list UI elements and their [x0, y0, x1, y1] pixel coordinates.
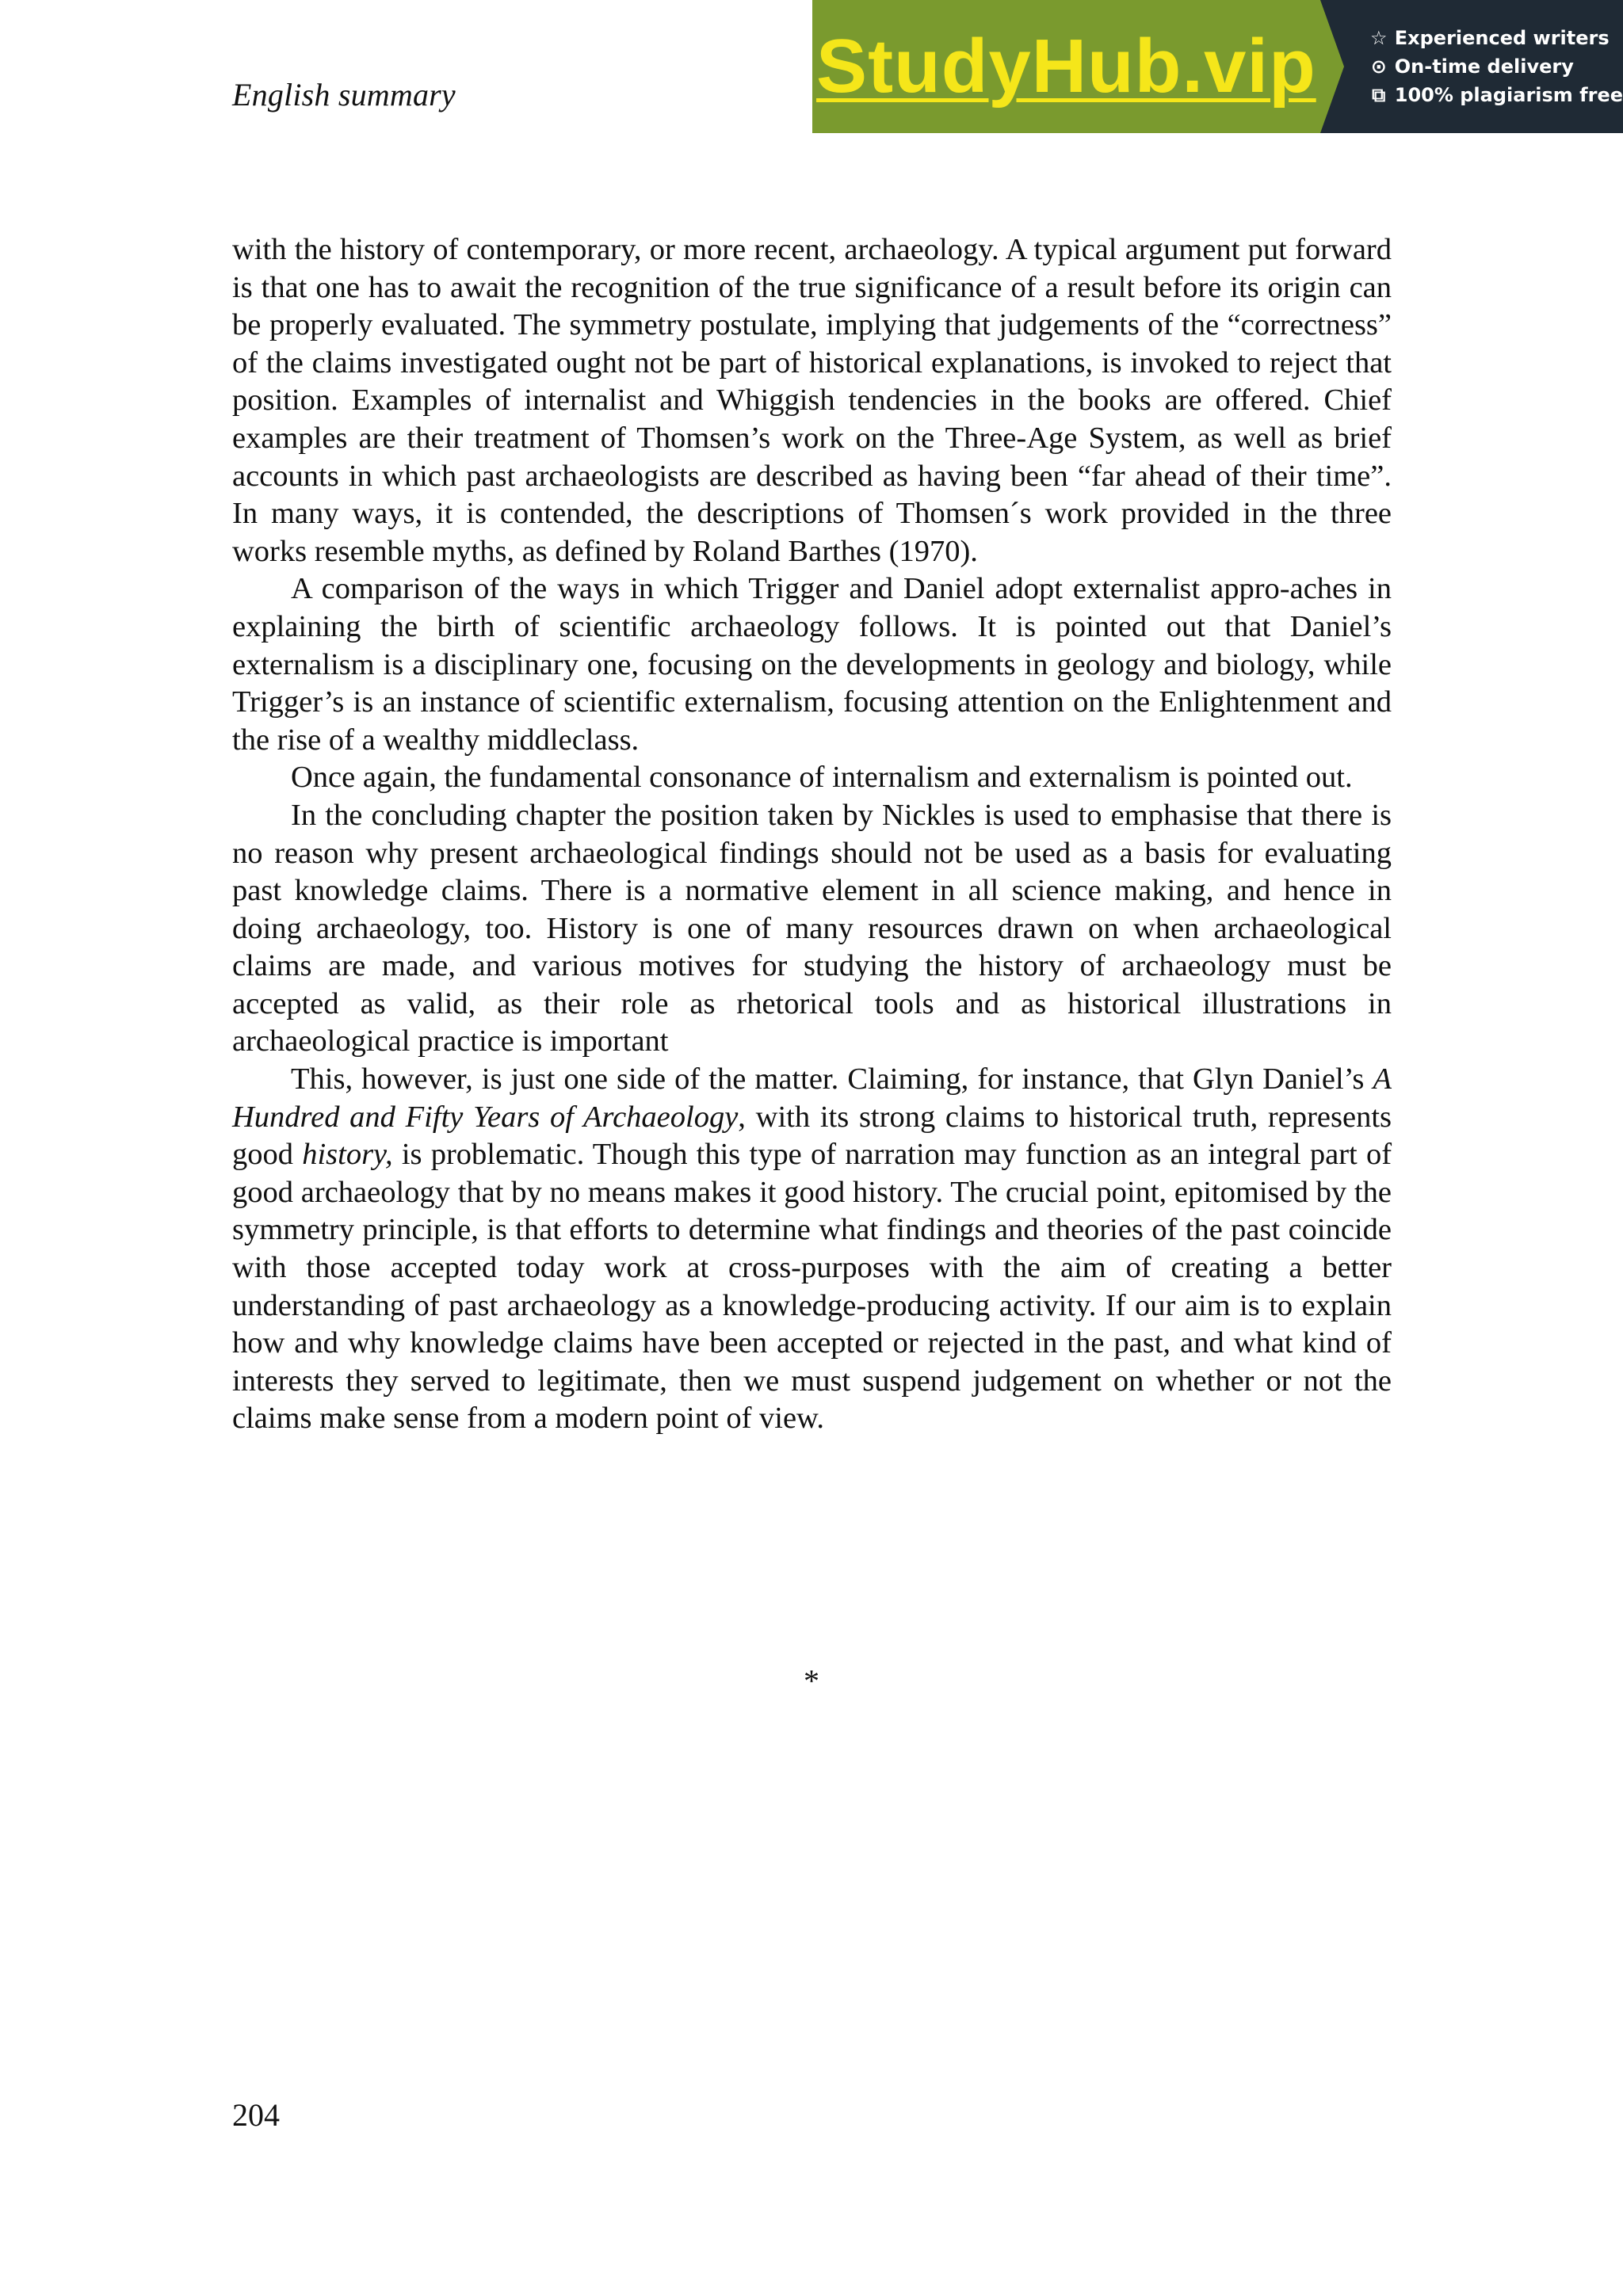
paragraph-5: [232, 1061, 1392, 1438]
copy-icon: ⧉: [1372, 84, 1386, 106]
paragraph-5-part-3: is problematic. Though this type of narration may function as an integral part of good archaeology that by no means makes it good history. The crucial point, epitomised by the symmetry principle, is that efforts to determine what findings and theories of the past coincide with those accepted today work at cross-purposes with the aim of creating a better understanding of past archaeology as a knowledge-producing activity. If our aim is to explain how and why knowledge claims have been accepted or rejected in the past, and what kind of interests they served to legitimate, then we must suspend judgement on whether or not the claims make sense from a modern point of view.: [232, 1138, 1392, 1436]
feature-label: 100% plagiarism free: [1394, 84, 1623, 106]
paragraph-1: with the history of contemporary, or more recent, archaeology. A typical argument put forward is that one has to await the recognition of the true significance of a result before its origin can be properly evaluated. The symmetry postulate, implying that judgements of the “correctness” of the claims investigated ought not be part of historical explanations, is invoked to reject that position. Examples of internalist and Whiggish tendencies in the books are offered. Chief examples are their treatment of Thomsen’s work on the Three-Age System, as well as brief accounts in which past archaeologists are described as having been “far ahead of their time”. In many ways, it is contended, the descriptions of Thomsen´s work provided in the three works resemble myths, as defined by Roland Barthes (1970).: [232, 233, 1392, 568]
running-header: English summary: [232, 77, 456, 113]
clock-icon: ⊙: [1370, 55, 1387, 78]
banner-arrow-shape: [1320, 0, 1344, 133]
paragraph-3: Once again, the fundamental consonance of internalism and externalism is pointed out.: [291, 761, 1353, 795]
section-separator: *: [804, 1663, 819, 1699]
paragraph-2: A comparison of the ways in which Trigger and Daniel adopt externalist appro-aches in explaining the birth of scientific archaeology follows. It is pointed out that Daniel’s externalism is a disciplinary one, focusing on the developments in geology and biology, while Trigger’s is an instance of scientific externalism, focusing attention on the Enlightenment and the rise of a wealthy middleclass.: [232, 572, 1392, 757]
emphasis-history: history,: [302, 1138, 393, 1172]
feature-label: On-time delivery: [1394, 55, 1574, 78]
feature-on-time-delivery: [1368, 55, 1623, 78]
studyhub-ad-banner[interactable]: [812, 0, 1623, 133]
studyhub-logo[interactable]: [812, 0, 1320, 133]
book-title: A Hundred and Fifty Years of Archaeology: [232, 1062, 1392, 1134]
feature-plagiarism-free: [1368, 84, 1623, 106]
paragraph-5-part-1: This, however, is just one side of the matter. Claiming, for instance, that Glyn Daniel’s: [291, 1062, 1373, 1097]
feature-label: Experienced writers: [1394, 27, 1610, 49]
studyhub-logo-text: StudyHub.vip: [816, 24, 1316, 109]
feature-experienced-writers: [1368, 27, 1623, 49]
paragraph-4: In the concluding chapter the position taken by Nickles is used to emphasise that there is no reason why present archaeological findings should not be used as a basis for evaluating past knowledge claims. There is a normative element in all science making, and hence in doing archaeology, too. History is one of many resources drawn on when archaeological claims are made, and various motives for studying the history of archaeology must be accepted as valid, as their role as rhetorical tools and as historical illustrations in archaeological practice is important: [232, 798, 1392, 1058]
star-icon: ☆: [1369, 27, 1388, 49]
banner-features-list: [1320, 0, 1623, 133]
page-number: 204: [232, 2097, 280, 2133]
paragraph-5-part-2: , with its strong claims to historical truth, represents good: [232, 1100, 1392, 1172]
body-text: [232, 231, 1392, 1438]
